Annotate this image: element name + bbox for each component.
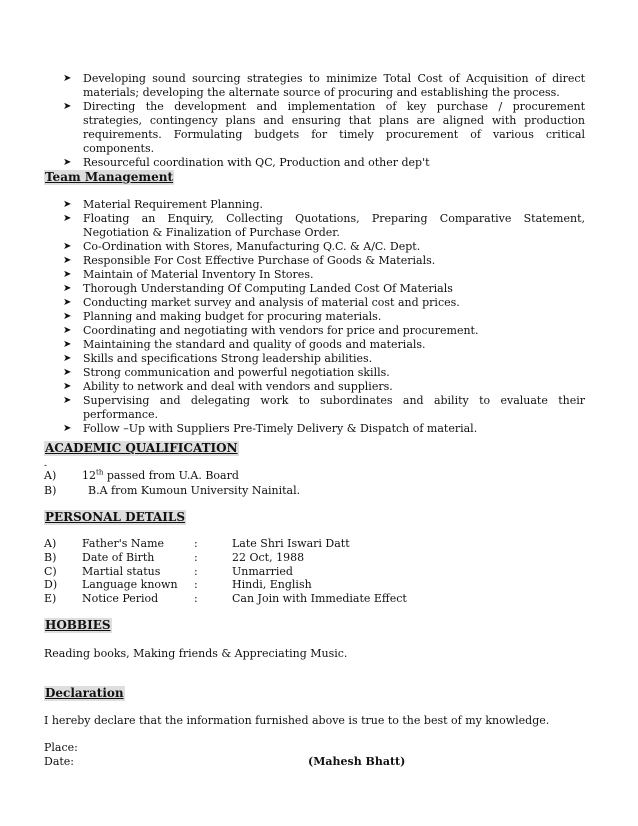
chevron-right-icon: ➤ bbox=[63, 199, 72, 210]
list-item: ➤ Supervising and delegating work to subordinates and ability to evaluate their performance. bbox=[63, 394, 585, 421]
signature: (Mahesh Bhatt) bbox=[308, 755, 406, 768]
list-marker: - bbox=[44, 461, 48, 471]
hobbies-text: Reading books, Making friends & Appreciating Music. bbox=[44, 647, 348, 660]
declaration-heading: Declaration bbox=[45, 686, 124, 700]
row-label: A) bbox=[44, 469, 57, 482]
row-text: 12th passed from U.A. Board bbox=[82, 468, 239, 482]
list-item: ➤ Co-Ordination with Stores, Manufacturing Q.C. & A/C. Dept. bbox=[63, 240, 421, 253]
list-item: ➤ Thorough Understanding Of Computing Landed Cost Of Materials bbox=[63, 282, 453, 295]
list-item: ➤ Material Requirement Planning. bbox=[63, 198, 264, 211]
row-text: B.A from Kumoun University Nainital. bbox=[88, 484, 301, 497]
list-item: ➤ Coordinating and negotiating with vendors for price and procurement. bbox=[63, 324, 479, 337]
list-item: ➤ Skills and specifications Strong leadership abilities. bbox=[63, 352, 373, 365]
chevron-right-icon: ➤ bbox=[63, 157, 72, 168]
chevron-right-icon: ➤ bbox=[63, 283, 72, 294]
row-label: B) bbox=[44, 484, 57, 497]
chevron-right-icon: ➤ bbox=[63, 311, 72, 322]
chevron-right-icon: ➤ bbox=[63, 241, 72, 252]
chevron-right-icon: ➤ bbox=[63, 297, 72, 308]
chevron-right-icon: ➤ bbox=[63, 339, 72, 350]
chevron-right-icon: ➤ bbox=[63, 73, 72, 84]
list-item: ➤ Ability to network and deal with vendors and suppliers. bbox=[63, 380, 393, 393]
list-item: ➤ Maintain of Material Inventory In Stores. bbox=[63, 268, 314, 281]
chevron-right-icon: ➤ bbox=[63, 367, 72, 378]
resume-page: ➤ Developing sound sourcing strategies to minimize Total Cost of Acquisition of direct materials; developing the alternate source of procuring and establishing the process. ➤ Directing the development and implementation of key purchase / procurement strategies, contingency plans and ensuring that plans are aligned with production requirements. Formulating budgets for timely procurement of various critical components. ➤ Resourceful coordination with QC, Production and other dep't Team Management ➤ Material Requirement Planning. ➤ Floating an Enquiry, Collecting Quotations, Preparing Comparative Statement, Negotiation & Finalization of Purchase Order. ➤ Co-Ordination with Stores, Manufacturing Q.C. & A/C. Dept. ➤ Responsible For Cost Effective Purchase of Goods & Materials. ➤ Maintain of Material Inventory In Stores. ➤ Thorough Understanding Of Computing Landed Cost Of Materials ➤ Conducting market survey and analysis of material cost and prices. ➤ Planning and making budget for procuring materials. ➤ Coordinating and negotiating with vendors for price and procurement. ➤ Maintaining the standard and quality of goods and materials. ➤ Skills and specifications Strong leadership abilities. ➤ Strong communication and powerful negotiation skills. ➤ Ability to network and deal with vendors and suppliers. ➤ Supervising and delegating work to subordinates and ability to evaluate their performance. ➤ Follow –Up with Suppliers Pre-Timely Delivery & Dispatch of material. ACADEMIC QUALIFICATION - A) 12th passed from U.A. Board B) B.A from Kumoun University Nainital. PERSONAL DETAILS A) Father's Name : Late Shri Iswari Datt B) Date of Birth : 22 Oct, 1988 C) Martial status : Unmarried D) Language known : Hindi, English E) Notice Period : Can Join with Immediate Effect HOBBIES Reading books, Making friends & Appreciating Music. Declaration I hereby declare that the information furnished above is true to the best of my knowledge. Place: Date: (Mahesh Bhatt) bbox=[44, 72, 585, 768]
academic-qualification-heading: ACADEMIC QUALIFICATION bbox=[45, 441, 238, 455]
date-label: Date: bbox=[44, 755, 75, 768]
list-item: ➤ Directing the development and implementation of key purchase / procurement strategies, contingency plans and ensuring that plans are aligned with production requirements. Formulating budgets for timely procurement of various critical components. bbox=[63, 100, 585, 155]
hobbies-heading: HOBBIES bbox=[45, 618, 111, 632]
top-bullet-list bbox=[63, 72, 585, 170]
place-label: Place: bbox=[44, 741, 78, 754]
list-item: ➤ Developing sound sourcing strategies to minimize Total Cost of Acquisition of direct materials; developing the alternate source of procuring and establishing the process. bbox=[63, 72, 585, 99]
list-item: ➤ Maintaining the standard and quality of goods and materials. bbox=[63, 338, 426, 351]
chevron-right-icon: ➤ bbox=[63, 395, 72, 406]
list-item: ➤ Planning and making budget for procuring materials. bbox=[63, 310, 382, 323]
personal-details-heading: PERSONAL DETAILS bbox=[45, 510, 186, 524]
list-item: ➤ Conducting market survey and analysis of material cost and prices. bbox=[63, 296, 460, 309]
list-item: ➤ Floating an Enquiry, Collecting Quotations, Preparing Comparative Statement, Negotiation & Finalization of Purchase Order. bbox=[63, 212, 585, 239]
chevron-right-icon: ➤ bbox=[63, 325, 72, 336]
declaration-text: I hereby declare that the information furnished above is true to the best of my knowledge. bbox=[44, 714, 550, 727]
chevron-right-icon: ➤ bbox=[63, 255, 72, 266]
list-item: ➤ Follow –Up with Suppliers Pre-Timely Delivery & Dispatch of material. bbox=[63, 422, 478, 435]
list-item: ➤ Responsible For Cost Effective Purchase of Goods & Materials. bbox=[63, 254, 436, 267]
list-item: ➤ Strong communication and powerful negotiation skills. bbox=[63, 366, 390, 379]
chevron-right-icon: ➤ bbox=[63, 423, 72, 434]
chevron-right-icon: ➤ bbox=[63, 381, 72, 392]
team-management-heading: Team Management bbox=[45, 170, 174, 184]
chevron-right-icon: ➤ bbox=[63, 353, 72, 364]
chevron-right-icon: ➤ bbox=[63, 101, 72, 112]
chevron-right-icon: ➤ bbox=[63, 213, 72, 224]
team-management-list bbox=[63, 198, 585, 436]
chevron-right-icon: ➤ bbox=[63, 269, 72, 280]
list-item: ➤ Resourceful coordination with QC, Production and other dep't bbox=[63, 156, 430, 169]
